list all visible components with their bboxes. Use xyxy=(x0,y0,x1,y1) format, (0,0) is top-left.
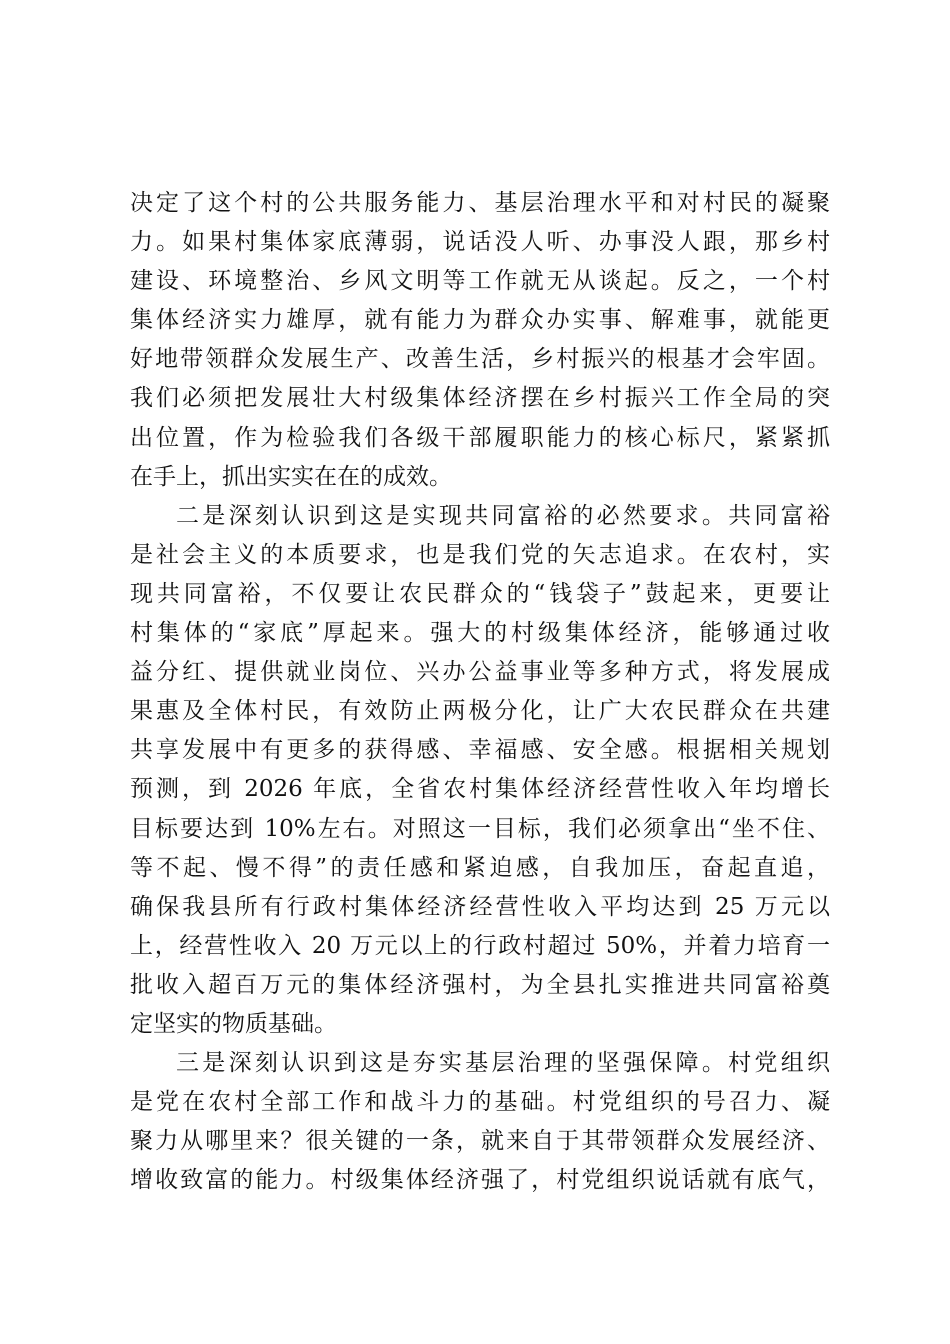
text-line: 益分红、提供就业岗位、兴办公益事业等多种方式，将发展成 xyxy=(130,659,830,686)
paragraph-1 xyxy=(130,184,830,497)
text-line: 确保我县所有行政村集体经济经营性收入平均达到 25 万元以 xyxy=(130,893,830,920)
text-line: 三是深刻认识到这是夯实基层治理的坚强保障。村党组织 xyxy=(176,1050,830,1077)
text-line: 二是深刻认识到这是实现共同富裕的必然要求。共同富裕 xyxy=(176,502,830,529)
text-line: 果惠及全体村民，有效防止两极分化，让广大农民群众在共建 xyxy=(130,698,830,725)
text-line: 现共同富裕，不仅要让农民群众的“钱袋子”鼓起来，更要让 xyxy=(130,580,830,607)
text-line: 是党在农村全部工作和战斗力的基础。村党组织的号召力、凝 xyxy=(130,1089,830,1116)
paragraph-2 xyxy=(130,497,830,1044)
text-line: 定坚实的物质基础。 xyxy=(130,1010,337,1037)
text-line: 批收入超百万元的集体经济强村，为全县扎实推进共同富裕奠 xyxy=(130,971,830,998)
text-line: 预测，到 2026 年底，全省农村集体经济经营性收入年均增长 xyxy=(130,776,830,803)
text-line: 决定了这个村的公共服务能力、基层治理水平和对村民的凝聚 xyxy=(130,190,830,216)
text-line: 是社会主义的本质要求，也是我们党的矢志追求。在农村，实 xyxy=(130,541,830,568)
paragraph-3 xyxy=(130,1044,830,1200)
text-line: 等不起、慢不得”的责任感和紧迫感，自我加压，奋起直追， xyxy=(130,854,830,881)
text-line: 聚力从哪里来？很关键的一条，就来自于其带领群众发展经济、 xyxy=(130,1128,830,1155)
body-text xyxy=(130,184,830,1200)
text-line: 目标要达到 10%左右。对照这一目标，我们必须拿出“坐不住、 xyxy=(130,815,830,842)
text-line: 村集体的“家底”厚起来。强大的村级集体经济，能够通过收 xyxy=(130,620,830,647)
text-line: 上，经营性收入 20 万元以上的行政村超过 50%，并着力培育一 xyxy=(130,932,830,959)
text-line: 好地带领群众发展生产、改善生活，乡村振兴的根基才会牢固。 xyxy=(130,346,830,373)
text-line: 力。如果村集体家底薄弱，说话没人听、办事没人跟，那乡村 xyxy=(130,229,830,256)
text-line: 我们必须把发展壮大村级集体经济摆在乡村振兴工作全局的突 xyxy=(130,385,830,412)
text-line: 在手上，抓出实实在在的成效。 xyxy=(130,463,452,490)
text-line: 共享发展中有更多的获得感、幸福感、安全感。根据相关规划 xyxy=(130,737,830,764)
text-line: 增收致富的能力。村级集体经济强了，村党组织说话就有底气， xyxy=(130,1167,830,1194)
text-line: 集体经济实力雄厚，就有能力为群众办实事、解难事，就能更 xyxy=(130,307,830,334)
text-line: 出位置，作为检验我们各级干部履职能力的核心标尺，紧紧抓 xyxy=(130,424,830,451)
text-line: 建设、环境整治、乡风文明等工作就无从谈起。反之，一个村 xyxy=(130,268,830,295)
